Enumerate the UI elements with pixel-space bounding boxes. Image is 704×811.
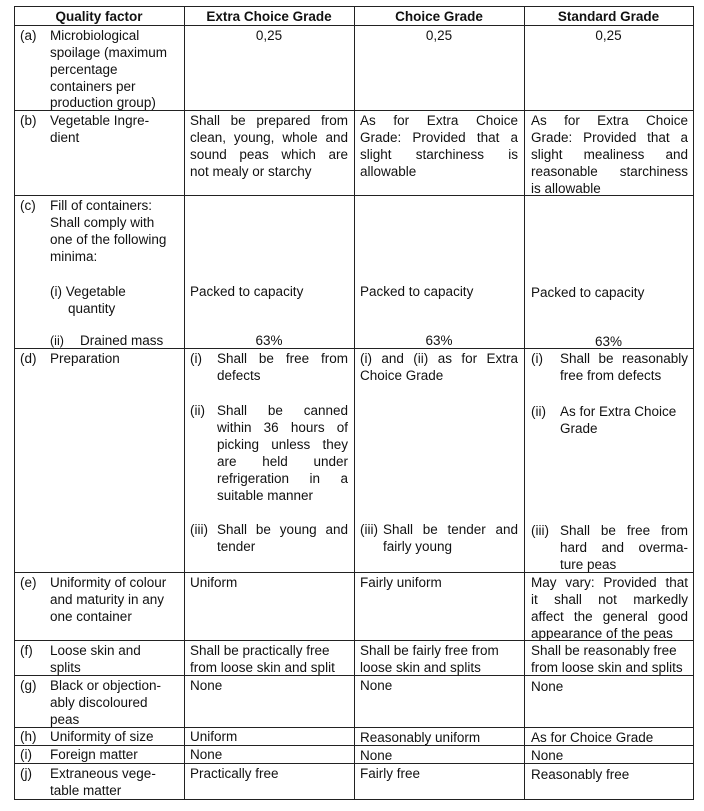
cell-choice-line: fairly young <box>383 539 453 554</box>
header-choice: Choice Grade <box>395 9 483 24</box>
row-number: (a) <box>20 28 37 43</box>
factor-line: Black or objection- <box>50 678 162 693</box>
cell-extra-line: Shall be prepared from <box>190 113 348 128</box>
cell-choice-line: slight starchiness is <box>360 147 518 162</box>
factor-line: Uniformity of colour <box>50 575 167 590</box>
cell-extra-line: are held under <box>217 454 348 469</box>
cell-extra-line: sound peas which are <box>190 147 348 162</box>
cell-extra: Practically free <box>190 766 279 781</box>
cell-standard-line: ture peas <box>560 557 617 572</box>
row-number: (j) <box>20 766 32 781</box>
cell-standard-line: slight mealiness and <box>531 147 688 162</box>
header-standard: Standard Grade <box>557 9 660 24</box>
sub-label-line: quantity <box>68 301 116 316</box>
sub-number: (ii) <box>50 334 64 348</box>
cell-standard: 0,25 <box>595 28 622 43</box>
cell-standard-line: Grade: Provided that a <box>531 130 688 145</box>
cell-extra: Uniform <box>190 575 238 590</box>
factor-line: Preparation <box>50 351 120 366</box>
factor-line: peas <box>50 712 80 727</box>
cell-extra-line: Shall be free from <box>217 351 348 366</box>
factor-line: Vegetable Ingre- <box>50 113 150 128</box>
factor-line: one of the following <box>50 232 167 247</box>
sub-label-line: (i) Vegetable <box>50 284 126 299</box>
item-number: (iii) <box>531 523 549 538</box>
factor-line: table matter <box>50 783 122 798</box>
cell-choice-line: Grade: Provided that a <box>360 130 518 145</box>
cell-choice: Packed to capacity <box>360 284 474 299</box>
cell-standard-line: Shall be free from <box>560 523 688 538</box>
cell-standard: None <box>531 679 564 694</box>
cell-choice-line: Choice Grade <box>360 368 444 383</box>
item-number: (i) <box>531 351 543 366</box>
factor-line: percentage <box>50 62 118 77</box>
cell-standard: As for Choice Grade <box>531 730 654 745</box>
cell-standard: 63% <box>594 334 623 349</box>
row-number: (h) <box>20 729 37 744</box>
cell-standard-line: it shall not markedly <box>531 592 688 607</box>
cell-standard: Packed to capacity <box>531 285 645 300</box>
item-number: (i) <box>190 351 202 366</box>
cell-extra-line: picking unless they <box>217 437 348 452</box>
item-number: (ii) <box>190 403 205 418</box>
cell-standard-line: reasonable starchiness <box>531 164 688 179</box>
item-number: (iii) <box>360 522 378 537</box>
item-number: (iii) <box>190 522 208 537</box>
cell-extra-line: Shall be practically free <box>190 643 330 658</box>
cell-choice: Reasonably uniform <box>360 730 481 745</box>
cell-choice: None <box>360 748 393 763</box>
cell-choice-line: Shall be tender and <box>383 522 518 537</box>
factor-line: ably discoloured <box>50 695 148 710</box>
cell-standard: Reasonably free <box>531 767 630 782</box>
cell-extra: None <box>190 678 223 693</box>
cell-standard: None <box>531 748 564 763</box>
cell-extra: 0,25 <box>255 28 283 43</box>
factor-line: Foreign matter <box>50 747 138 762</box>
cell-standard-line: As for Extra Choice <box>531 113 688 128</box>
row-number: (f) <box>20 643 33 658</box>
cell-choice-line: loose skin and splits <box>360 660 481 675</box>
factor-line: splits <box>50 660 81 675</box>
factor-line: Uniformity of size <box>50 729 154 744</box>
cell-standard-line: hard and overma- <box>560 540 688 555</box>
cell-extra-line: not mealy or starchy <box>190 164 312 179</box>
factor-line: Fill of containers: <box>50 198 153 213</box>
cell-extra-line: Shall be young and <box>217 522 348 537</box>
cell-choice: 63% <box>425 333 453 348</box>
cell-extra-line: within 36 hours of <box>217 420 348 435</box>
factor-line: dient <box>50 130 80 145</box>
cell-extra-line: Shall be canned <box>217 403 348 418</box>
cell-choice: 0,25 <box>425 28 453 43</box>
cell-choice: Fairly free <box>360 766 421 781</box>
cell-extra-line: tender <box>217 539 256 554</box>
row-number: (b) <box>20 113 37 128</box>
cell-standard-line: Grade <box>560 421 598 436</box>
cell-choice-line: (i) and (ii) as for Extra <box>360 351 518 366</box>
row-number: (g) <box>20 678 37 693</box>
cell-standard-line: As for Extra Choice <box>560 404 677 419</box>
factor-line: Microbiological <box>50 28 140 43</box>
factor-line: and maturity in any <box>50 592 165 607</box>
cell-extra-line: suitable manner <box>217 488 314 503</box>
cell-standard-line: is allowable <box>531 181 601 196</box>
header-extra-choice: Extra Choice Grade <box>206 9 332 24</box>
cell-extra: Uniform <box>190 729 238 744</box>
cell-standard-line: from loose skin and splits <box>531 660 683 675</box>
cell-choice-line: allowable <box>360 164 417 179</box>
cell-extra: Packed to capacity <box>190 284 304 299</box>
cell-standard-line: free from defects <box>560 368 662 383</box>
cell-choice: Fairly uniform <box>360 575 442 590</box>
cell-extra: None <box>190 747 223 762</box>
factor-line: one container <box>50 609 132 624</box>
header-quality-factor: Quality factor <box>55 9 143 24</box>
cell-choice: None <box>360 678 393 693</box>
factor-line: Shall comply with <box>50 215 155 230</box>
factor-line: production group) <box>50 95 156 110</box>
cell-standard-line: May vary: Provided that <box>531 575 688 590</box>
factor-line: Loose skin and <box>50 643 141 658</box>
cell-extra-line: from loose skin and split <box>190 660 335 675</box>
cell-extra-line: refrigeration in a <box>217 471 348 486</box>
factor-line: Extraneous vege- <box>50 766 156 781</box>
cell-extra-line: defects <box>217 368 261 383</box>
factor-line: minima: <box>50 249 98 264</box>
sub-label: Drained mass <box>80 333 164 348</box>
row-number: (i) <box>20 747 32 762</box>
row-number: (c) <box>20 198 36 213</box>
item-number: (ii) <box>531 404 546 419</box>
row-number: (e) <box>20 575 37 590</box>
cell-standard-line: Shall be reasonably <box>560 351 688 366</box>
row-number: (d) <box>20 351 37 366</box>
cell-standard-line: Shall be reasonably free <box>531 643 677 658</box>
factor-line: containers per <box>50 79 136 94</box>
cell-choice-line: As for Extra Choice <box>360 113 518 128</box>
cell-choice-line: Shall be fairly free from <box>360 643 499 658</box>
cell-standard-line: affect the general good <box>531 609 688 624</box>
cell-standard-line: appearance of the peas <box>531 626 673 641</box>
cell-extra-line: clean, young, whole and <box>190 130 348 145</box>
factor-line: spoilage (maximum <box>50 45 168 60</box>
cell-extra: 63% <box>255 333 283 348</box>
